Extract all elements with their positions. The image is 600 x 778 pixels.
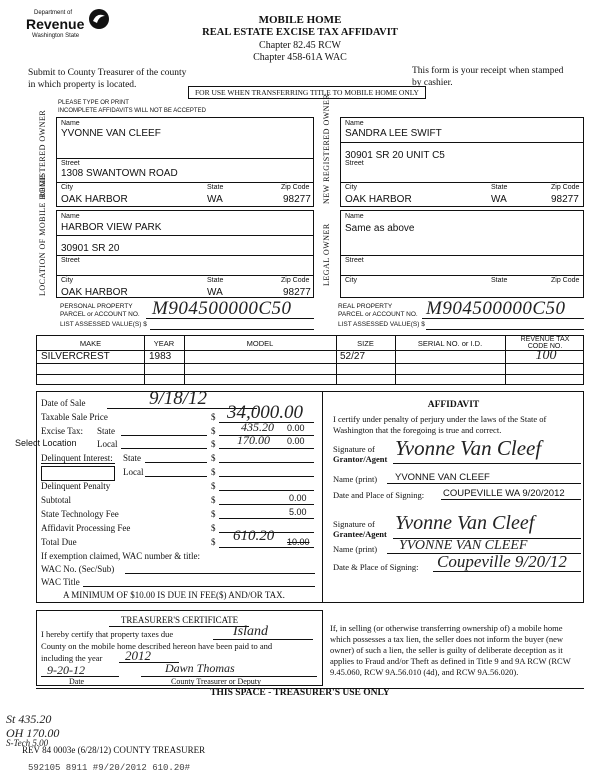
excise-state-label: State bbox=[97, 426, 115, 436]
subtotal-value: 0.00 bbox=[289, 493, 307, 503]
location-name: HARBOR VIEW PARK bbox=[61, 222, 162, 233]
legal-owner-name: Same as above bbox=[345, 223, 415, 234]
personal-account-no: M904500000C50 bbox=[152, 298, 292, 319]
tech-fee-value: 5.00 bbox=[289, 507, 307, 517]
notice-line-1: If, in selling (or otherwise transferring ownership of) a mobile home bbox=[330, 623, 563, 633]
footer-handwritten-3: S-Tech 5.00 bbox=[6, 738, 49, 748]
form-title-1: MOBILE HOME bbox=[258, 14, 342, 26]
cashier-receipt-stamp: 592105 8911 #9/20/2012 610.20# bbox=[28, 763, 191, 773]
notice-line-3: owner) of such a lien, the seller is guilty of deliberate deception as it bbox=[330, 645, 563, 655]
location-zip: 98277 bbox=[283, 287, 311, 298]
wac-title-label: WAC Title bbox=[41, 577, 80, 587]
chapter-rcw: Chapter 82.45 RCW bbox=[259, 40, 341, 51]
list-assessed-left: LIST ASSESSED VALUE(S) $ bbox=[60, 321, 147, 328]
total-due-hw: 610.20 bbox=[233, 528, 275, 544]
exemption-label: If exemption claimed, WAC number & title: bbox=[41, 551, 201, 561]
location-box: Name HARBOR VIEW PARK 30901 SR 20 Street City State Zip Code OAK HARBOR WA 98277 bbox=[56, 210, 314, 298]
new-owner-zip: 98277 bbox=[551, 194, 579, 205]
col-make: MAKE bbox=[79, 339, 102, 348]
excise-state-typed: 0.00 bbox=[287, 423, 305, 433]
col-year: YEAR bbox=[153, 339, 175, 348]
use-note-banner: FOR USE WHEN TRANSFERRING TITLE TO MOBILE HOME ONLY bbox=[188, 86, 426, 99]
tax-computation-box: Date of Sale 9/18/12 Taxable Sale Price $ 34,000.00 Excise Tax: State $ 435.20 0.00 Select Location Local $ 170.00 0.00 Delinquent Interest: State $ Local $ Delinquent Penalty $ Subtotal $ 0.00 State Technology Fee $ 5.00 Affidavit Processing Fee $ Total Due $ 610.20 10.00 If exemption claimed, WAC number & title: WAC No. (Sec/Sub) WAC Title A MINIMUM OF $10.00 IS DUE IN FEE($) AND/OR TAX. bbox=[36, 391, 323, 603]
grantee-signature: Yvonne Van Cleef bbox=[395, 512, 535, 534]
cell-year: 1983 bbox=[149, 351, 172, 362]
location-street: 30901 SR 20 bbox=[61, 243, 120, 254]
real-parcel-label: PARCEL or ACCOUNT NO. bbox=[338, 311, 418, 318]
legal-owner-label: LEGAL OWNER bbox=[322, 223, 331, 286]
col-size: SIZE bbox=[357, 339, 374, 348]
col-serial: SERIAL NO. or I.D. bbox=[417, 339, 483, 348]
notice-line-2: which possesses a tax lien, the seller does not inform the buyer (new bbox=[330, 634, 563, 644]
mobile-home-table bbox=[36, 335, 584, 385]
new-owner-state: WA bbox=[491, 194, 507, 205]
treasurer-heading: TREASURER'S CERTIFICATE bbox=[120, 615, 239, 625]
affidavit-box: AFFIDAVIT I certify under penalty of perjury under the laws of the State of Washington that the foregoing is true and correct. Signature of Grantor/Agent Yvonne Van Cleef Name (print) YVONNE VAN CLEEF Date and Place of Signing: COUPEVILLE WA 9/20/2012 Signature of Grantee/Agent Yvonne Van Cleef Name (print) YVONNE VAN CLEEF Date & Place of Signing: Coupeville 9/20/12 bbox=[323, 391, 584, 603]
form-title-2: REAL ESTATE EXCISE TAX AFFIDAVIT bbox=[202, 27, 398, 38]
total-due-label: Total Due bbox=[41, 537, 77, 547]
logo-line-revenue: Revenue bbox=[26, 16, 85, 32]
treasurer-date: 9-20-12 bbox=[47, 663, 85, 677]
col-model: MODEL bbox=[246, 339, 274, 348]
treasurer-county: Island bbox=[233, 624, 268, 639]
date-of-sale-label: Date of Sale bbox=[41, 398, 86, 408]
date-of-sale: 9/18/12 bbox=[149, 388, 208, 409]
affidavit-fee-label: Affidavit Processing Fee bbox=[41, 523, 131, 533]
location-state: WA bbox=[207, 287, 223, 298]
treasurer-year: 2012 bbox=[125, 648, 151, 663]
cell-make: SILVERCREST bbox=[41, 351, 110, 362]
incomplete-note: INCOMPLETE AFFIDAVITS WILL NOT BE ACCEPTED bbox=[58, 108, 206, 114]
list-assessed-right: LIST ASSESSED VALUE(S) $ bbox=[338, 321, 425, 328]
col-rev-1: REVENUE TAX bbox=[520, 336, 570, 343]
grantor-name: YVONNE VAN CLEEF bbox=[395, 472, 490, 483]
receipt-note-1: This form is your receipt when stamped bbox=[412, 66, 564, 76]
cell-size: 52/27 bbox=[340, 351, 366, 362]
new-owner-box: Name SANDRA LEE SWIFT 30901 SR 20 UNIT C5 Street City State Zip Code OAK HARBOR WA 98277 bbox=[340, 117, 584, 207]
treasurer-certificate-box: TREASURER'S CERTIFICATE I hereby certify that property taxes due Island County on the mobile home described hereon have been paid to and including the year 2012 9-20-12 Date Dawn Thomas County Treasurer or Deputy bbox=[36, 610, 323, 686]
select-location[interactable]: Select Location bbox=[15, 438, 77, 448]
tech-fee-label: State Technology Fee bbox=[41, 509, 119, 519]
col-rev-2: CODE NO. bbox=[527, 343, 563, 350]
registered-owner-state: WA bbox=[207, 194, 223, 205]
excise-local-hw: 170.00 bbox=[237, 433, 270, 447]
cell-rev: 100 bbox=[535, 348, 557, 363]
grantor-date-place: COUPEVILLE WA 9/20/2012 bbox=[443, 488, 565, 499]
taxable-price: 34,000.00 bbox=[227, 402, 303, 423]
logo-line-state: Washington State bbox=[32, 33, 80, 39]
location-city: OAK HARBOR bbox=[61, 287, 128, 298]
footer-handwritten-2: OH 170.00 bbox=[6, 726, 60, 740]
receipt-note-2: by cashier. bbox=[412, 78, 453, 88]
wac-no-label: WAC No. (Sec/Sub) bbox=[41, 564, 115, 574]
submit-instruction-1: Submit to County Treasurer of the county bbox=[28, 68, 187, 78]
excise-state-hw: 435.20 bbox=[241, 420, 274, 434]
excise-local-typed: 0.00 bbox=[287, 436, 305, 446]
new-owner-label: NEW REGISTERED OWNER bbox=[322, 93, 331, 204]
taxable-price-label: Taxable Sale Price bbox=[41, 412, 108, 422]
chapter-wac: Chapter 458-61A WAC bbox=[253, 52, 347, 63]
notice-line-5: 9.45.060, RCW 9A.56.010 (4d), and RCW 9A.56.020). bbox=[330, 667, 519, 677]
excise-tax-label: Excise Tax: bbox=[41, 426, 83, 436]
treasurer-use-only: THIS SPACE - TREASURER'S USE ONLY bbox=[210, 688, 390, 698]
minimum-note: A MINIMUM OF $10.00 IS DUE IN FEE($) AND/OR TAX. bbox=[63, 590, 285, 600]
location-label: LOCATION OF MOBILE HOME bbox=[38, 174, 47, 296]
notice-line-4: applies to Fraud and/or Theft as defined in Title 9 and 9A RCW (RCW bbox=[330, 656, 571, 666]
real-account-no: M904500000C50 bbox=[426, 298, 566, 319]
real-property-label: REAL PROPERTY bbox=[338, 303, 393, 310]
registered-owner-city: OAK HARBOR bbox=[61, 194, 128, 205]
affidavit-heading: AFFIDAVIT bbox=[427, 400, 480, 410]
registered-owner-street: 1308 SWANTOWN ROAD bbox=[61, 168, 178, 179]
location-select-box[interactable] bbox=[41, 466, 115, 481]
new-owner-street: 30901 SR 20 UNIT C5 bbox=[345, 150, 445, 161]
legal-owner-box: Name Same as above Street City State Zip Code bbox=[340, 210, 584, 298]
new-owner-name: SANDRA LEE SWIFT bbox=[345, 128, 442, 139]
grantee-name: YVONNE VAN CLEEF bbox=[399, 538, 528, 553]
delinquent-interest-label: Delinquent Interest: bbox=[41, 453, 113, 463]
excise-local-label: Local bbox=[97, 439, 118, 449]
registered-owner-box: Name YVONNE VAN CLEEF Street 1308 SWANTOWN ROAD City State Zip Code OAK HARBOR WA 98277 bbox=[56, 117, 314, 207]
subtotal-label: Subtotal bbox=[41, 495, 72, 505]
personal-parcel-label: PARCEL or ACCOUNT NO. bbox=[60, 311, 140, 318]
registered-owner-zip: 98277 bbox=[283, 194, 311, 205]
treasurer-signature: Dawn Thomas bbox=[165, 661, 235, 675]
submit-instruction-2: in which property is located. bbox=[28, 80, 137, 90]
delinquent-penalty-label: Delinquent Penalty bbox=[41, 481, 111, 491]
please-type-note: PLEASE TYPE OR PRINT bbox=[58, 100, 129, 106]
personal-property-label: PERSONAL PROPERTY bbox=[60, 303, 133, 310]
grantor-signature: Yvonne Van Cleef bbox=[395, 436, 542, 460]
footer-handwritten-1: St 435.20 bbox=[6, 712, 52, 726]
registered-owner-name: YVONNE VAN CLEEF bbox=[61, 128, 161, 139]
form-revision: REV 84 0003e (6/28/12) COUNTY TREASURER bbox=[22, 745, 206, 755]
total-due-typed: 10.00 bbox=[287, 537, 310, 547]
registered-owner-label: REGISTERED OWNER bbox=[38, 109, 47, 198]
grantee-date-place: Coupeville 9/20/12 bbox=[437, 552, 567, 571]
logo-line-department: Department of bbox=[34, 10, 73, 16]
new-owner-city: OAK HARBOR bbox=[345, 194, 412, 205]
